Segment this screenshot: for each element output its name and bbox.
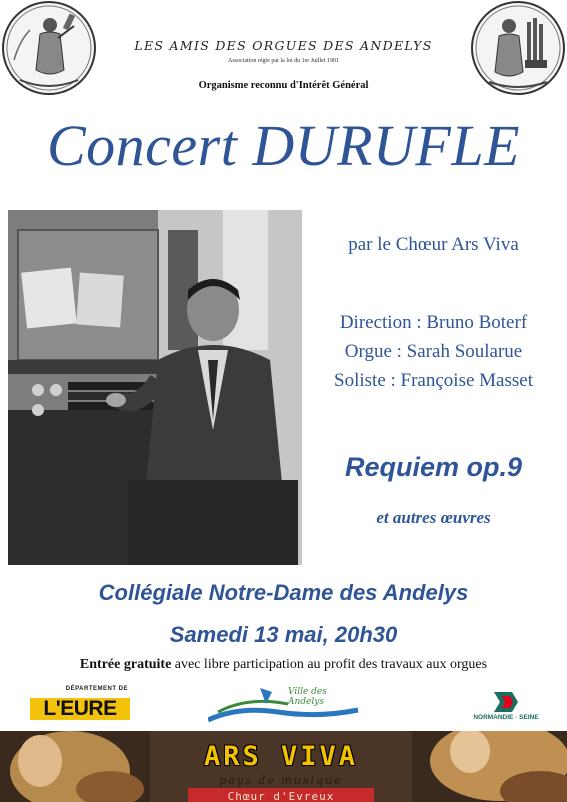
credit-agricole-icon: [466, 690, 546, 714]
main-work: Requiem op.9: [344, 452, 523, 482]
date-time: Samedi 13 mai, 20h30: [169, 622, 398, 647]
association-name: LES AMIS DES ORGUES DES ANDELYS: [134, 38, 433, 53]
entry-info: [0, 657, 567, 673]
credit-agricole-logo: [466, 690, 546, 726]
entry-details: avec libre participation au profit des travaux aux orgues: [171, 657, 488, 672]
concert-title: Concert DURUFLE: [46, 113, 521, 178]
ars-viva-title: ARS VIVA: [203, 741, 359, 772]
ars-viva-subtitle: pays de musique: [219, 774, 343, 787]
credit-organ: Orgue : Sarah Soularue: [344, 341, 523, 362]
muse-medallion-right: [469, 0, 567, 100]
ville-line2: Andelys: [288, 697, 324, 707]
entry-free: Entrée gratuite: [79, 657, 172, 672]
ars-viva-choir: Chœur d'Evreux: [188, 788, 374, 802]
organist-photo: [8, 210, 302, 565]
eure-department-logo: [30, 686, 130, 726]
ville-line1: Ville des: [288, 687, 327, 697]
recognition-line: Organisme reconnu d'Intérêt Général: [198, 80, 369, 91]
eure-dept-label: DÉPARTEMENT DE: [65, 686, 128, 692]
credit-direction: Direction : Bruno Boterf: [339, 312, 528, 333]
credit-soloist: Soliste : Françoise Masset: [334, 370, 533, 391]
venue: Collégiale Notre-Dame des Andelys: [98, 580, 469, 605]
ville-label: [288, 687, 327, 707]
choir-credit: par le Chœur Ars Viva: [348, 234, 519, 255]
other-works: et autres œuvres: [376, 508, 491, 527]
performer-credits: [300, 308, 567, 395]
ville-des-andelys-logo: [208, 682, 368, 728]
association-status: Association régie par la loi du 1er Juillet 1901: [228, 58, 339, 64]
ars-viva-logo: [150, 739, 412, 802]
eure-name: L'EURE: [30, 698, 130, 720]
ars-viva-banner: [0, 731, 567, 802]
bank-name: NORMANDIE · SEINE: [473, 714, 539, 721]
muse-medallion-left: [0, 0, 98, 100]
